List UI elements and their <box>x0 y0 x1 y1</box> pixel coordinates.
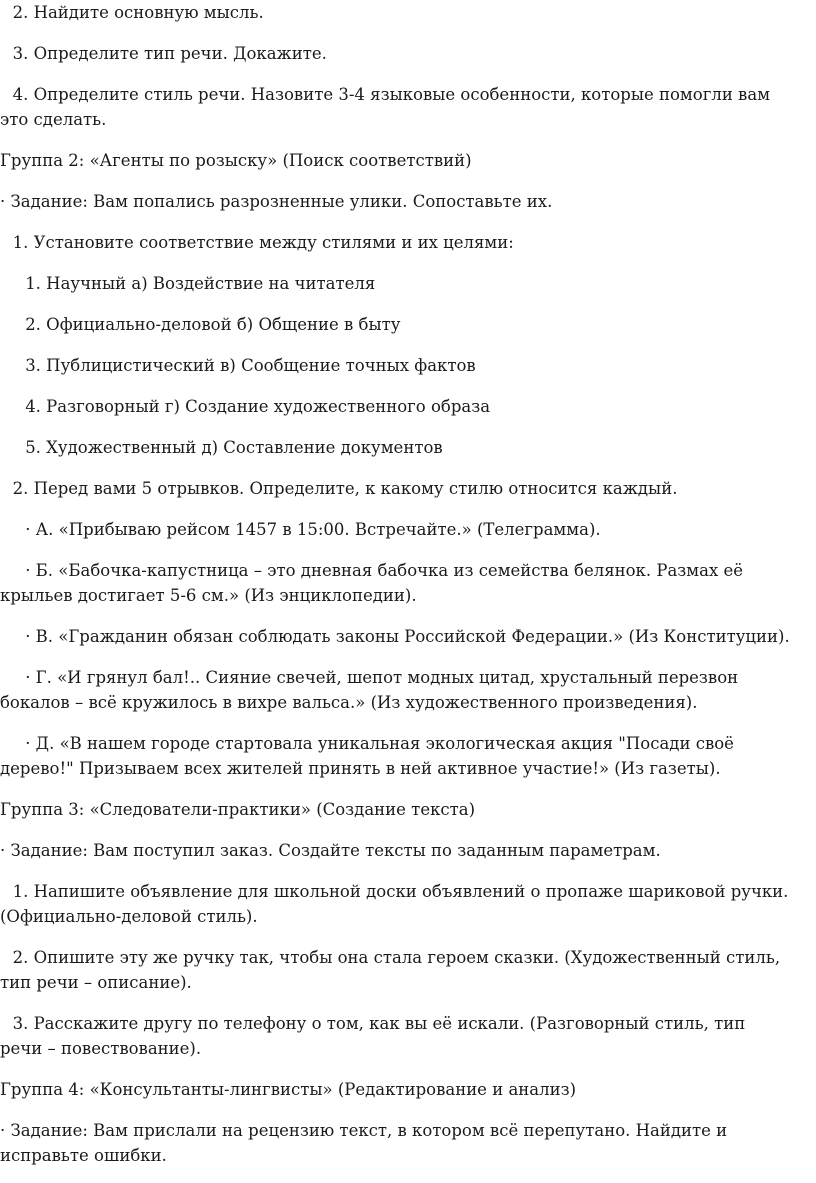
group-3-task-3: 3. Расскажите другу по телефону о том, как вы её искали. (Разговорный стиль, тип речи – повествование). <box>0 1014 746 1058</box>
group-4-heading: Группа 4: «Консультанты-лингвисты» (Редактирование и анализ) <box>0 1080 577 1099</box>
match-item-2: 2. Официально-деловой б) Общение в быту <box>25 315 401 334</box>
group-2-task-1: 1. Установите соответствие между стилями и их целями: <box>12 233 514 252</box>
group-3-heading: Группа 3: «Следователи-практики» (Создание текста) <box>0 800 476 819</box>
excerpt-d: · Д. «В нашем городе стартовала уникальная экологическая акция "Посади своё дерево!" Призываем всех жителей принять в ней активное участие!» (Из газеты). <box>0 734 734 778</box>
match-item-1: 1. Научный а) Воздействие на читателя <box>25 274 376 293</box>
task-item-speech-style: 4. Определите стиль речи. Назовите 3-4 языковые особенности, которые помогли вам это сделать. <box>0 85 771 129</box>
task-item-main-idea: 2. Найдите основную мысль. <box>12 3 264 22</box>
group-2-assignment: · Задание: Вам попались разрозненные улики. Сопоставьте их. <box>0 192 553 211</box>
match-item-5: 5. Художественный д) Составление документов <box>25 438 443 457</box>
match-item-4: 4. Разговорный г) Создание художественного образа <box>25 397 491 416</box>
match-item-3: 3. Публицистический в) Сообщение точных фактов <box>25 356 476 375</box>
excerpt-b: · Б. «Бабочка-капустница – это дневная бабочка из семейства белянок. Размах её крыльев достигает 5-6 см.» (Из энциклопедии). <box>0 561 744 605</box>
group-2-task-2: 2. Перед вами 5 отрывков. Определите, к какому стилю относится каждый. <box>12 479 678 498</box>
group-3-task-2: 2. Опишите эту же ручку так, чтобы она стала героем сказки. (Художественный стиль, тип речи – описание). <box>0 948 781 992</box>
excerpt-v: · В. «Гражданин обязан соблюдать законы Российской Федерации.» (Из Конституции). <box>25 627 790 646</box>
group-3-task-1: 1. Напишите объявление для школьной доски объявлений о пропаже шариковой ручки. (Официально-деловой стиль). <box>0 882 789 926</box>
group-4-assignment: · Задание: Вам прислали на рецензию текст, в котором всё перепутано. Найдите и исправьте ошибки. <box>0 1121 728 1165</box>
task-item-speech-type: 3. Определите тип речи. Докажите. <box>12 44 327 63</box>
group-3-assignment: · Задание: Вам поступил заказ. Создайте тексты по заданным параметрам. <box>0 841 661 860</box>
group-2-heading: Группа 2: «Агенты по розыску» (Поиск соответствий) <box>0 151 472 170</box>
excerpt-g: · Г. «И грянул бал!.. Сияние свечей, шепот модных цитад, хрустальный перезвон бокалов – всё кружилось в вихре вальса.» (Из художественного произведения). <box>0 668 739 712</box>
excerpt-a: · А. «Прибываю рейсом 1457 в 15:00. Встречайте.» (Телеграмма). <box>25 520 601 539</box>
